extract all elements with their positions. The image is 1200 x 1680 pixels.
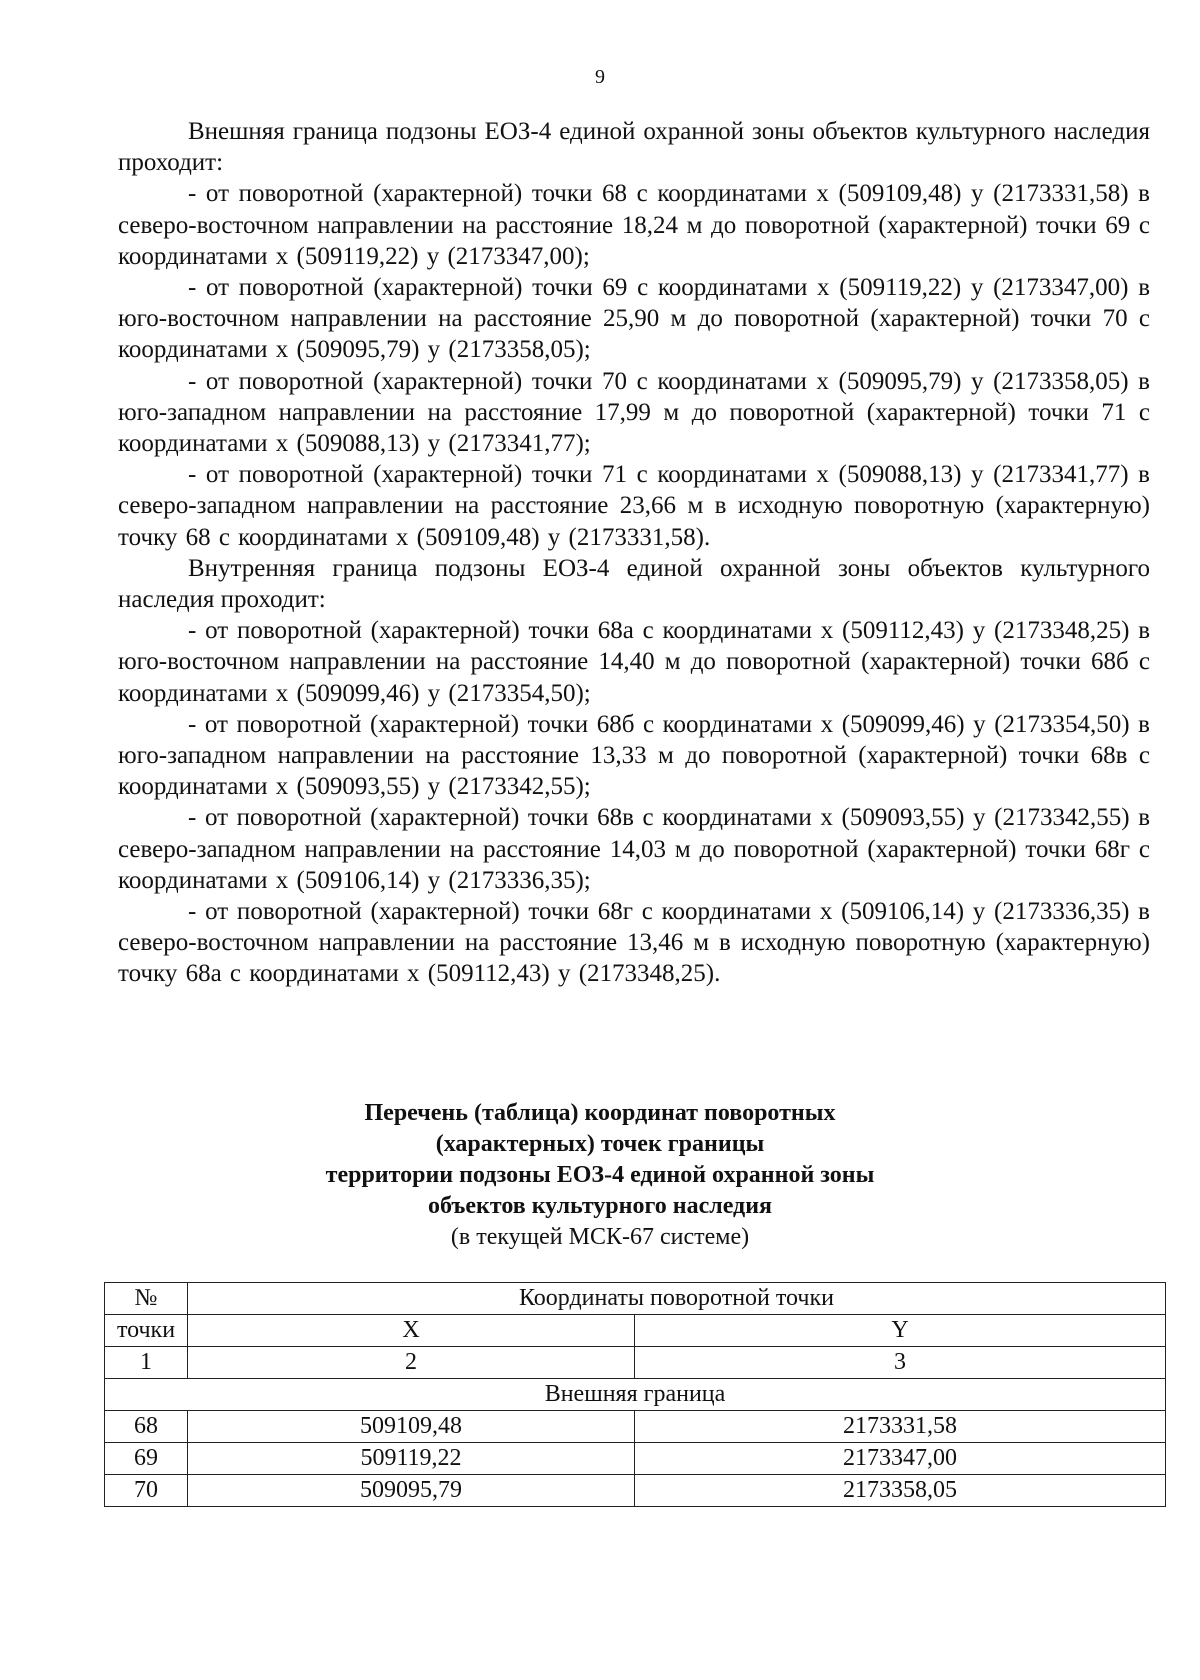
cell-point: 68 — [105, 1411, 188, 1443]
cell-x: 509095,79 — [188, 1475, 635, 1507]
table-row — [105, 1475, 1166, 1507]
inner-boundary-item: - от поворотной (характерной) точки 68г с координатами х (509106,14) у (2173336,35) в северо-восточном направлении на расстояние 13,46 м в исходную поворотную (характерную) точку 68а с координатами х (509112,43) у (2173348,25). — [118, 898, 1150, 988]
table-title-line: Перечень (таблица) координат поворотных — [364, 1100, 836, 1126]
column-index: 2 — [188, 1347, 635, 1379]
outer-boundary-item: - от поворотной (характерной) точки 69 с координатами х (509119,22) у (2173347,00) в юго-восточном направлении на расстояние 25,90 м до поворотной (характерной) точки 70 с координатами х (509095,79) у (2173358,05); — [118, 274, 1150, 364]
header-point-number-line1: № — [105, 1283, 188, 1315]
outer-boundary-item: - от поворотной (характерной) точки 68 с координатами х (509109,48) у (2173331,58) в северо-восточном направлении на расстояние 18,24 м до поворотной (характерной) точки 69 с координатами х (509119,22) у (2173347,00); — [118, 180, 1150, 270]
table-title-line: (характерных) точек границы — [435, 1131, 765, 1157]
table-row — [105, 1443, 1166, 1475]
table-index-row — [105, 1347, 1166, 1379]
header-coordinates: Координаты поворотной точки — [188, 1283, 1166, 1315]
outer-boundary-intro: Внешняя граница подзоны ЕОЗ-4 единой охранной зоны объектов культурного наследия проходит: — [118, 118, 1150, 177]
column-index: 1 — [105, 1347, 188, 1379]
outer-boundary-item: - от поворотной (характерной) точки 71 с координатами х (509088,13) у (2173341,77) в северо-западном направлении на расстояние 23,66 м в исходную поворотную (характерную) точку 68 с координатами х (509109,48) у (2173331,58). — [118, 461, 1150, 551]
table-title — [150, 1098, 1050, 1253]
page-number: 9 — [595, 66, 605, 88]
cell-x: 509119,22 — [188, 1443, 635, 1475]
header-x: X — [188, 1315, 635, 1347]
inner-boundary-intro: Внутренняя граница подзоны ЕОЗ-4 единой охранной зоны объектов культурного наследия проходит: — [118, 554, 1150, 614]
header-y: Y — [635, 1315, 1166, 1347]
inner-boundary-item: - от поворотной (характерной) точки 68а с координатами х (509112,43) у (2173348,25) в юго-восточном направлении на расстояние 14,40 м до поворотной (характерной) точки 68б с координатами х (509099,46) у (2173354,50); — [118, 617, 1150, 707]
cell-y: 2173347,00 — [635, 1443, 1166, 1475]
header-point-number-line2: точки — [105, 1315, 188, 1347]
cell-y: 2173358,05 — [635, 1475, 1166, 1507]
table-title-line: территории подзоны ЕОЗ-4 единой охранной зоны — [325, 1162, 875, 1188]
coordinates-table — [104, 1282, 1166, 1507]
cell-y: 2173331,58 — [635, 1411, 1166, 1443]
table-row — [105, 1411, 1166, 1443]
table-subtitle: (в текущей МСК-67 системе) — [450, 1224, 750, 1250]
section-outer-boundary: Внешняя граница — [105, 1379, 1166, 1411]
inner-boundary-item: - от поворотной (характерной) точки 68в с координатами х (509093,55) у (2173342,55) в северо-западном направлении на расстояние 14,03 м до поворотной (характерной) точки 68г с координатами х (509106,14) у (2173336,35); — [118, 804, 1150, 894]
table-header-row — [105, 1315, 1166, 1347]
cell-point: 70 — [105, 1475, 188, 1507]
cell-x: 509109,48 — [188, 1411, 635, 1443]
table-title-line: объектов культурного наследия — [427, 1193, 773, 1219]
column-index: 3 — [635, 1347, 1166, 1379]
cell-point: 69 — [105, 1443, 188, 1475]
inner-boundary-item: - от поворотной (характерной) точки 68б с координатами х (509099,46) у (2173354,50) в юго-западном направлении на расстояние 13,33 м до поворотной (характерной) точки 68в с координатами х (509093,55) у (2173342,55); — [118, 710, 1150, 801]
outer-boundary-item: - от поворотной (характерной) точки 70 с координатами х (509095,79) у (2173358,05) в юго-западном направлении на расстояние 17,99 м до поворотной (характерной) точки 71 с координатами х (509088,13) у (2173341,77); — [118, 367, 1150, 458]
table-header-row — [105, 1283, 1166, 1315]
table-section-row — [105, 1379, 1166, 1411]
document-body — [118, 116, 1150, 990]
